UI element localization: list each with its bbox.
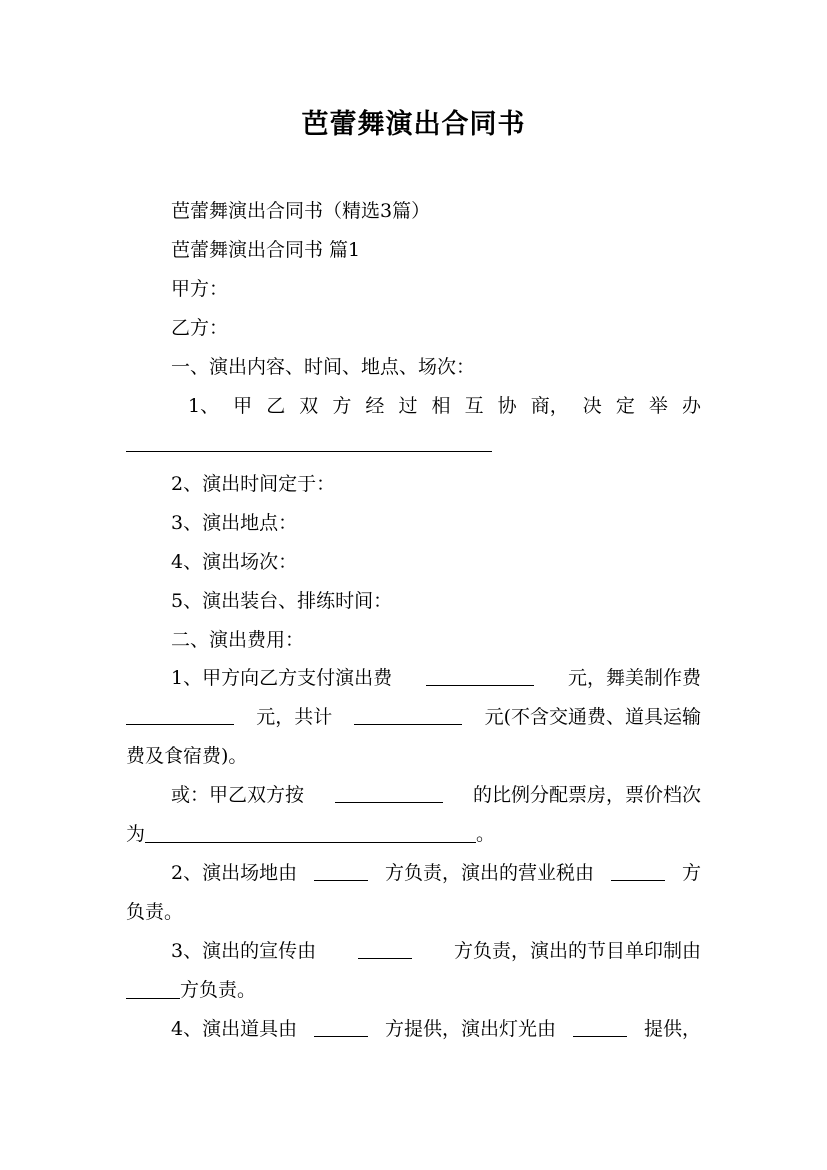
blank-underline xyxy=(426,666,534,686)
item1-char: 甲 xyxy=(233,395,253,417)
item1-char: 举 xyxy=(648,395,668,417)
item1-char: 过 xyxy=(398,395,418,417)
venue-line-2: 负责。 xyxy=(126,901,184,923)
item1-char: 协 xyxy=(497,395,517,417)
item1-char: 相 xyxy=(431,395,451,417)
blank-underline xyxy=(573,1017,627,1037)
item5: 5、演出装台、排练时间： xyxy=(171,590,393,612)
part2-heading: 二、演出费用： xyxy=(171,629,305,651)
fee-line-2: 元，共计 元(不含交通费、道具运输 xyxy=(126,705,701,729)
blank-underline xyxy=(314,861,368,881)
item1-char: 决 xyxy=(582,395,602,417)
part1-heading: 一、演出内容、时间、地点、场次： xyxy=(171,356,476,378)
blank-underline xyxy=(611,861,665,881)
blank-underline xyxy=(314,1017,368,1037)
item1-char: 办 xyxy=(681,395,701,417)
item1-char: 经 xyxy=(365,395,385,417)
item1-paragraph xyxy=(188,394,701,418)
fee-line-1: 1、甲方向乙方支付演出费 元，舞美制作费 xyxy=(171,667,701,689)
or-line-1: 或：甲乙双方按 的比例分配票房，票价档次 xyxy=(171,784,701,806)
blank-underline xyxy=(335,783,443,803)
item2: 2、演出时间定于： xyxy=(171,473,336,495)
blank-underline xyxy=(145,823,476,843)
blank-underline xyxy=(354,705,462,725)
item1-char: 方 xyxy=(332,395,352,417)
item1-char: 互 xyxy=(464,395,484,417)
blank-underline xyxy=(126,432,492,452)
promo-line-1: 3、演出的宣传由 方负责，演出的节目单印制由 xyxy=(171,940,701,962)
item1-char: 定 xyxy=(615,395,635,417)
item1-char: 商， xyxy=(530,395,569,417)
section-heading: 芭蕾舞演出合同书 篇1 xyxy=(171,239,361,261)
fee-line-3: 费及食宿费)。 xyxy=(126,745,248,767)
props-line-1: 4、演出道具由 方提供，演出灯光由 提供， xyxy=(171,1018,701,1040)
item3: 3、演出地点： xyxy=(171,512,298,534)
party-a-label: 甲方： xyxy=(171,278,229,300)
party-b-label: 乙方： xyxy=(171,317,229,339)
item1-char: 乙 xyxy=(266,395,286,417)
item1-char: 双 xyxy=(299,395,319,417)
promo-line-2: 方负责。 xyxy=(126,978,701,1002)
venue-line-1: 2、演出场地由 方负责，演出的营业税由 方 xyxy=(171,862,701,884)
blank-underline xyxy=(126,705,234,725)
item1-char: 1、 xyxy=(188,395,220,417)
item4: 4、演出场次： xyxy=(171,551,298,573)
blank-underline xyxy=(358,939,412,959)
or-line-2: 为 。 xyxy=(126,823,496,845)
subtitle: 芭蕾舞演出合同书（精选3篇） xyxy=(171,200,431,222)
blank-underline xyxy=(126,979,180,999)
document-title: 芭蕾舞演出合同书 xyxy=(301,109,526,140)
item1-fill-line xyxy=(126,431,492,455)
